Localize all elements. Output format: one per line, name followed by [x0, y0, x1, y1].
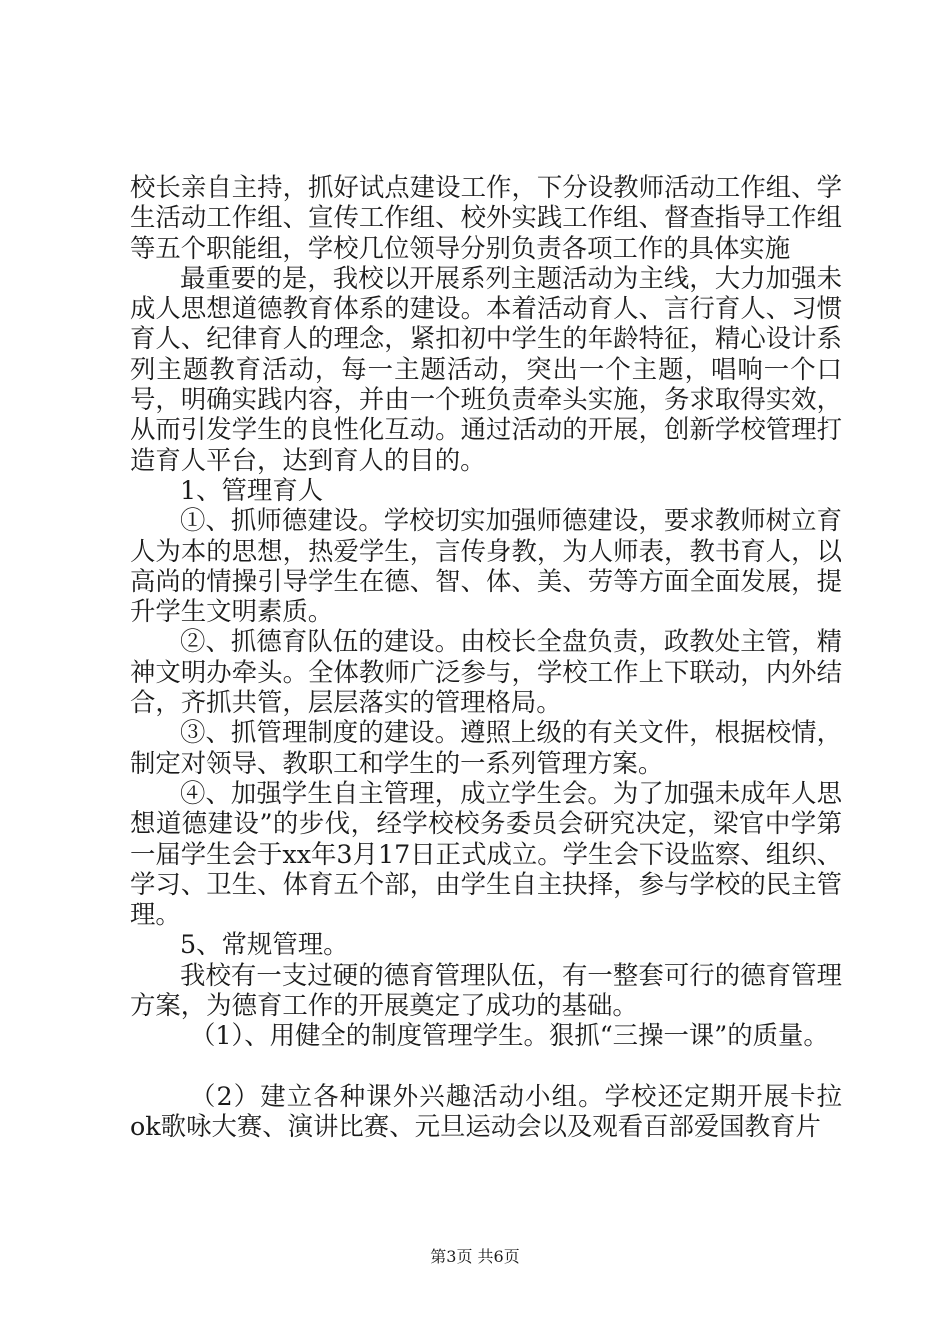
heading-management-education: 1、管理育人	[180, 474, 324, 505]
paragraph-moral-team: ②、抓德育队伍的建设。由校长全盘负责，政教处主管，精神文明办牵头。全体教师广泛参与，学校工作上下联动，内外结合，齐抓共管，层层落实的管理格局。	[130, 626, 842, 718]
paragraph-item-2: （2）建立各种课外兴趣活动小组。学校还定期开展卡拉ok歌咏大赛、演讲比赛、元旦运动会以及观看百部爱国教育片	[130, 1080, 842, 1141]
page-number-footer: 第3页 共6页	[430, 1247, 520, 1266]
document-body	[130, 172, 842, 1141]
heading-routine-management: 5、常规管理。	[180, 929, 349, 960]
paragraph-moral-management-team: 我校有一支过硬的德育管理队伍，有一整套可行的德育管理方案，为德育工作的开展奠定了成功的基础。	[130, 959, 842, 1021]
paragraph-item-1: （1）、用健全的制度管理学生。狠抓“三操一课”的质量。	[190, 1020, 829, 1051]
paragraph-gap	[130, 1051, 842, 1081]
paragraph-theme-activities: 最重要的是，我校以开展系列主题活动为主线，大力加强未成人思想道德教育体系的建设。本着活动育人、言行育人、习惯育人、纪律育人的理念，紧扣初中学生的年龄特征，精心设计系列主题教育活动，每一主题活动，突出一个主题，唱响一个口号，明确实践内容，并由一个班负责牵头实施，务求取得实效，从而引发学生的良性化互动。通过活动的开展，创新学校管理打造育人平台，达到育人的目的。	[130, 262, 842, 475]
paragraph-teacher-ethics: ①、抓师德建设。学校切实加强师德建设，要求教师树立育人为本的思想，热爱学生，言传身教，为人师表，教书育人，以高尚的情操引导学生在德、智、体、美、劳等方面全面发展，提升学生文明素质。	[130, 505, 842, 627]
paragraph-student-union: ④、加强学生自主管理，成立学生会。为了加强未成年人思想道德建设”的步伐，经学校校务委员会研究决定，梁官中学第一届学生会于xx年3月17日正式成立。学生会下设监察、组织、学习、卫生、体育五个部，由学生自主抉择，参与学校的民主管理。	[130, 777, 842, 930]
paragraph-management-system: ③、抓管理制度的建设。遵照上级的有关文件，根据校情，制定对领导、教职工和学生的一系列管理方案。	[130, 717, 842, 778]
paragraph-leadership: 校长亲自主持，抓好试点建设工作，下分设教师活动工作组、学生活动工作组、宣传工作组、校外实践工作组、督查指导工作组等五个职能组，学校几位领导分别负责各项工作的具体实施	[130, 172, 842, 263]
